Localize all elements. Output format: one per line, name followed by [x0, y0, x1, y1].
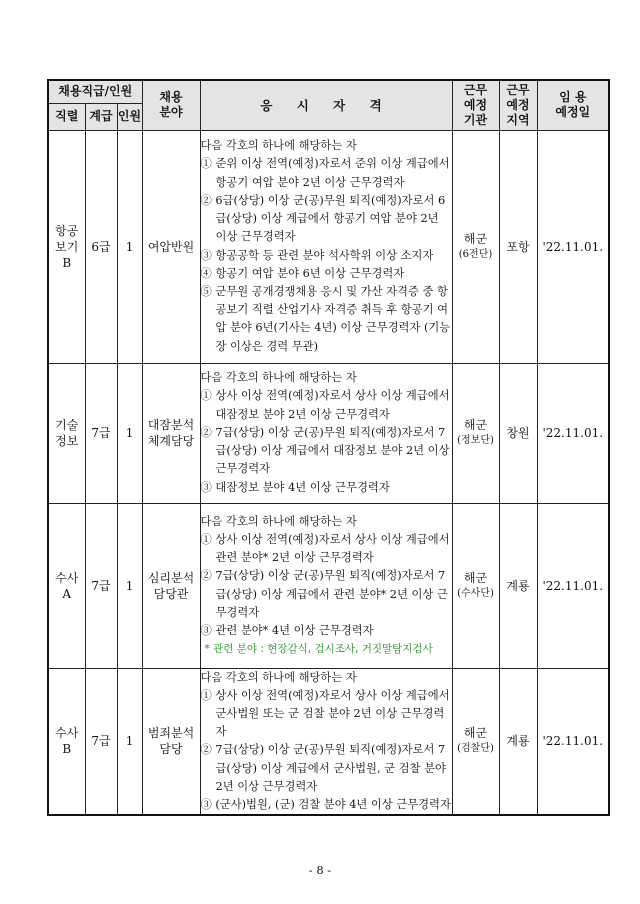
qualification-item: ③ 관련 분야* 4년 이상 근무경력자 [200, 623, 374, 637]
cell-agency [452, 668, 499, 815]
cell-position: 수사 A [48, 503, 85, 668]
qualification-note: * 관련 분야 : 현장감식, 검시조사, 거짓말탐지검사 [204, 643, 433, 656]
cell-region: 계룡 [499, 503, 537, 668]
header-date: 임 용 예정일 [537, 80, 609, 130]
cell-qualification [200, 503, 452, 668]
cell-count: 1 [117, 363, 142, 503]
cell-agency [452, 130, 499, 363]
cell-count: 1 [117, 668, 142, 815]
agency-unit: (정보단) [457, 435, 494, 446]
table-row [48, 130, 609, 363]
agency-unit: (검찰단) [457, 743, 494, 755]
cell-agency [452, 363, 499, 503]
qualification-item: ① 상사 이상 전역(예정)자로서 상사 이상 계급에서 군사법원 또는 군 검찰 분야 2년 이상 근무경력자 [200, 688, 450, 739]
cell-qualification [200, 363, 452, 503]
cell-count: 1 [117, 503, 142, 668]
agency-name: 해군 [463, 570, 488, 585]
agency-name: 해군 [463, 726, 488, 741]
cell-field: 범죄분석 담당 [142, 668, 200, 815]
table-row [48, 363, 609, 503]
qualification-item: ③ 대잠정보 분야 4년 이상 근무경력자 [200, 480, 390, 494]
header-agency: 근무 예정 기관 [452, 80, 499, 130]
qualification-item: ② 7급(상당) 이상 군(공)무원 퇴직(예정)자로서 7급(상당) 이상 계급에서 관련 분야* 2년 이상 근무경력자 [200, 569, 448, 619]
cell-count: 1 [117, 130, 142, 363]
cell-region: 계룡 [499, 668, 537, 815]
agency-unit: (6전단) [458, 248, 493, 260]
cell-grade: 7급 [85, 668, 117, 815]
cell-qualification [200, 668, 452, 815]
qualification-item: ① 상사 이상 전역(예정)자로서 상사 이상 계급에서 대잠정보 분야 2년 이상 근무경력자 [200, 389, 450, 421]
qualification-intro: 다음 각호의 하나에 해당하는 자 [200, 371, 357, 385]
cell-position: 수사 B [48, 668, 85, 815]
cell-region: 창원 [499, 363, 537, 503]
qualification-item: ① 상사 이상 전역(예정)자로서 상사 이상 계급에서 관련 분야* 2년 이상 근무경력자 [200, 532, 450, 565]
qualification-item: ① 준위 이상 전역(예정)자로서 준위 이상 계급에서 항공기 여압 분야 2년 이상 근무경력자 [200, 157, 450, 189]
recruitment-table [47, 79, 610, 816]
table-row [48, 668, 609, 815]
qualification-intro: 다음 각호의 하나에 해당하는 자 [200, 514, 357, 528]
cell-field: 대잠분석 체계담당 [142, 363, 200, 503]
qualification-intro: 다음 각호의 하나에 해당하는 자 [200, 670, 357, 684]
qualification-item: ③ (군사)법원, (군) 검찰 분야 4년 이상 근무경력자 [200, 797, 451, 811]
cell-qualification [200, 130, 452, 363]
cell-date: '22.11.01. [537, 503, 609, 668]
qualification-item: ② 7급(상당) 이상 군(공)무원 퇴직(예정)자로서 7급(상당) 이상 계급에서 군사법원, 군 검찰 분야 2년 이상 근무경력자 [200, 743, 446, 793]
agency-unit: (수사단) [457, 587, 494, 599]
page-number: - 8 - [308, 863, 332, 877]
header-field: 채용 분야 [142, 80, 200, 130]
cell-grade: 7급 [85, 503, 117, 668]
header-region: 근무 예정 지역 [499, 80, 537, 130]
cell-grade: 6급 [85, 130, 117, 363]
qualification-item: ④ 항공기 여압 분야 6년 이상 근무경력자 [200, 266, 405, 280]
header-qualification: 응 시 자 격 [200, 80, 452, 130]
cell-position: 항공 보기 B [48, 130, 85, 363]
qualification-intro: 다음 각호의 하나에 해당하는 자 [200, 139, 357, 153]
cell-date: '22.11.01. [537, 363, 609, 503]
header-grade: 계급 [85, 103, 117, 130]
cell-region: 포항 [499, 130, 537, 363]
cell-grade: 7급 [85, 363, 117, 503]
cell-position: 기술 정보 [48, 363, 85, 503]
header-count: 인원 [117, 103, 142, 130]
qualification-item: ② 7급(상당) 이상 군(공)무원 퇴직(예정)자로서 7급(상당) 이상 계급에서 대잠정보 분야 2년 이상 근무경력자 [200, 425, 450, 476]
header-position: 직렬 [48, 103, 85, 130]
cell-date: '22.11.01. [537, 130, 609, 363]
qualification-item: ② 6급(상당) 이상 군(공)무원 퇴직(예정)자로서 6급(상당) 이상 계급에서 항공기 여압 분야 2년 이상 근무경력자 [200, 193, 446, 244]
header-position-group: 채용직급/인원 [48, 80, 142, 103]
table-row [48, 503, 609, 668]
cell-agency [452, 503, 499, 668]
qualification-item: ⑤ 군무원 공개경쟁채용 응시 및 가산 자격증 중 항공보기 직렬 산업기사 자격증 취득 후 항공기 여압 분야 6년(기사는 4년) 이상 근무경력자 (기능장 이상은 경력 무관) [200, 284, 451, 353]
cell-field: 여압반원 [142, 130, 200, 363]
qualification-item: ③ 항공공학 등 관련 분야 석사학위 이상 소지자 [200, 248, 434, 262]
agency-name: 해군 [463, 418, 488, 432]
agency-name: 해군 [463, 231, 488, 246]
cell-field: 심리분석 담당관 [142, 503, 200, 668]
cell-date: '22.11.01. [537, 668, 609, 815]
